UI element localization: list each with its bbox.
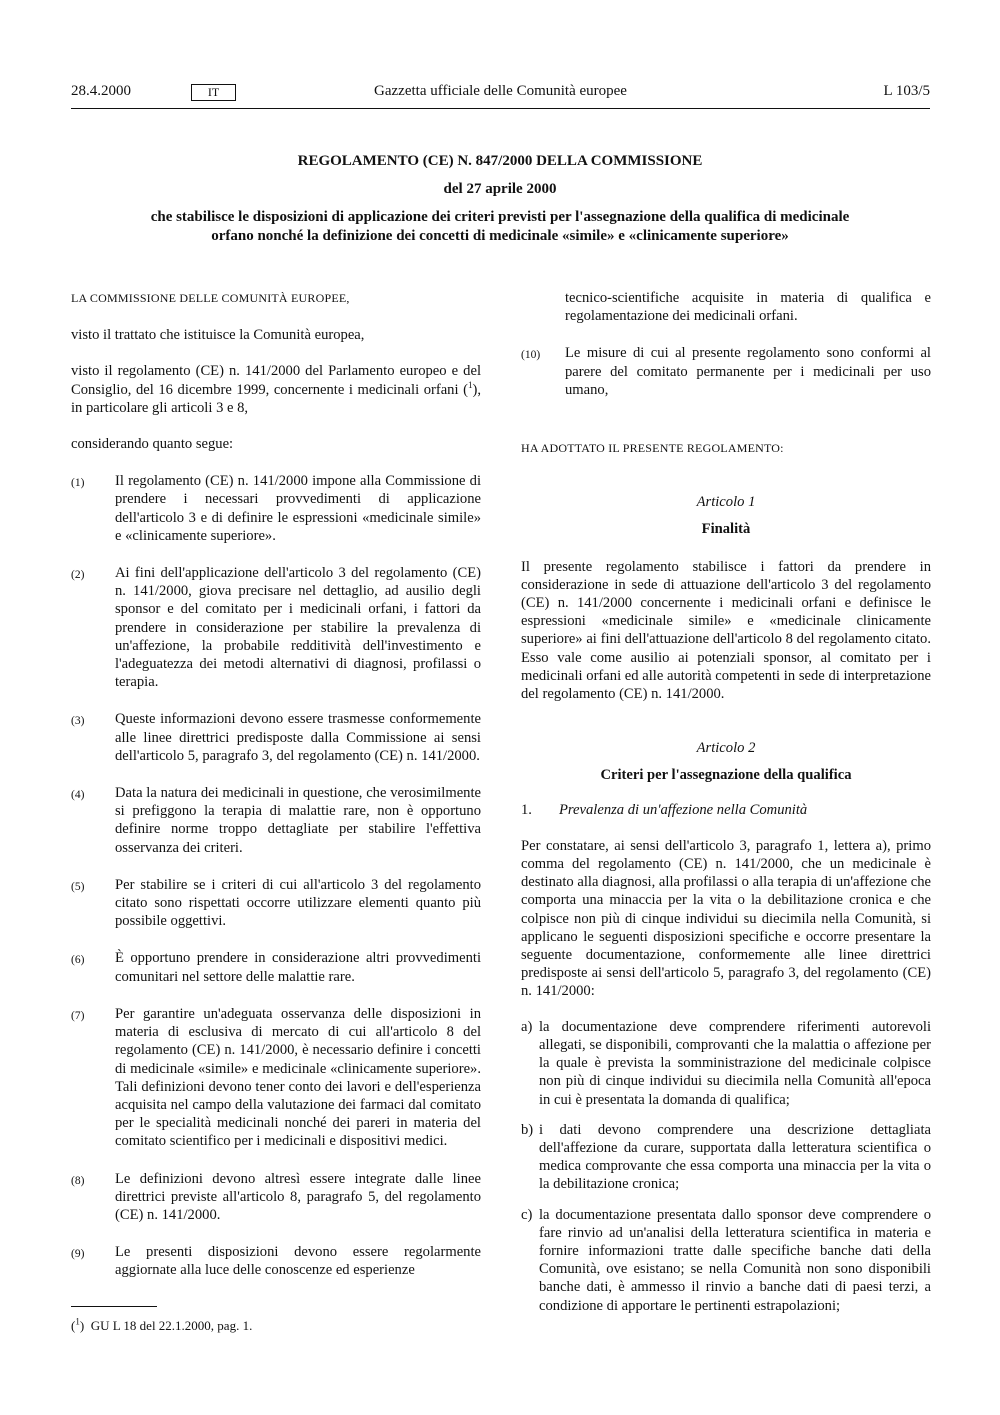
article-2-item-c xyxy=(521,1206,931,1315)
recital-text: Per stabilire se i criteri di cui all'articolo 3 del regolamento citato sono rispettati occorre utilizzare elementi quanto più possibile oggettivi. xyxy=(115,876,481,930)
recital-9 xyxy=(71,1243,481,1279)
adoption-line: HA ADOTTATO IL PRESENTE REGOLAMENTO: xyxy=(521,441,784,456)
article-1-text: Il presente regolamento stabilisce i fattori da prendere in considerazione in sede di attuazione dell'articolo 3 del regolamento (CE) n. 141/2000 concernente i medicinali orfani e definisce le espressioni «medicinale simile» e «medicinale clinicamente superiore» ai fini dell'attuazione dell'articolo 8 del regolamento citato. Esso vale come ausilio ai potenziali sponsor, al comitato per i medicinali orfani ed alle autorità competenti in sede di interpretazione del regolamento (CE) n. 141/2000. xyxy=(521,558,931,703)
right-column xyxy=(521,289,931,1315)
recital-number: (1) xyxy=(71,477,85,490)
commission-line: LA COMMISSIONE DELLE COMUNITÀ EUROPEE, xyxy=(71,291,350,305)
recital-3 xyxy=(71,710,481,765)
recital-number: (6) xyxy=(71,954,85,967)
article-1-title: Finalità xyxy=(701,521,751,538)
recital-number: (5) xyxy=(71,880,85,893)
recital-9-continuation: tecnico-scientifiche acquisite in materia di qualifica e regolamentazione dei medicinali orfani. xyxy=(565,290,931,325)
section-number: 1. xyxy=(521,801,532,818)
item-text: la documentazione deve comprendere riferimenti autorevoli allegati, se disponibili, comprovanti che la malattia o affezione per la quale è prevista la somministrazione del medicinale colpisce non più di cinque individui su diecimila nella Comunità all'epoca in cui è presentata la domanda di qualifica; xyxy=(539,1018,931,1108)
article-2-section-1 xyxy=(521,801,931,819)
recital-4 xyxy=(71,784,481,857)
footnote-text: GU L 18 del 22.1.2000, pag. 1. xyxy=(90,1318,253,1333)
regulation-title-block xyxy=(150,152,850,245)
citation-regulation-end: ), in particolare gli articoli 3 e 8, xyxy=(71,381,481,416)
recital-7 xyxy=(71,1005,481,1151)
item-letter: c) xyxy=(521,1206,533,1223)
recital-text: Per garantire un'adeguata osservanza delle disposizioni in materia di esclusiva di mercato di cui all'articolo 8 del regolamento (CE) n. 141/2000, è necessario definire i concetti di medicinale «simile» e medicinale «clinicamente superiore». Tali definizioni devono tener conto dei lavori e dell'esperienza acquisita nel campo della valutazione dei farmaci dal comitato per le specialità medicinali nonché dei pareri in materia del comitato scientifico per i medicinali e dispositivi medici. xyxy=(115,1005,481,1150)
item-text: la documentazione presentata dallo sponsor deve comprendere o fare rinvio ad un'analisi della letteratura scientifica in materia e fornire informazioni tratte dalle specifiche banche dati della Comunità, ove esistano; se nella Comunità non sono disponibili banche dati, è ammesso il rinvio a banche dati di paesi terzi, a condizione di apportare le pertinenti estrapolazioni; xyxy=(539,1206,931,1314)
footnote-number: 1 xyxy=(75,1316,80,1327)
recital-number: (3) xyxy=(71,715,85,728)
regulation-subject: che stabilisce le disposizioni di applicazione dei criteri previsti per l'assegnazione della qualifica di medicinale orfano nonché la definizione dei concetti di medicinale «simile» e «clinicamente superiore» xyxy=(150,209,850,244)
citation-treaty: visto il trattato che istituisce la Comunità europea, xyxy=(71,327,365,344)
item-text: i dati devono comprendere una descrizione dettagliata dell'affezione da curare, supportata dalla letteratura scientifica o medica comprovante che essa comporta una minaccia per la vita o la debilitazione cronica; xyxy=(539,1121,931,1193)
section-title: Prevalenza di un'affezione nella Comunità xyxy=(559,801,808,818)
regulation-date: del 27 aprile 2000 xyxy=(443,180,557,197)
recital-2 xyxy=(71,564,481,691)
recital-text: Data la natura dei medicinali in questione, che verosimilmente si prefiggono la terapia di malattie rare, non è opportuno definire norme troppo dettagliate per stabilire l'effettiva osservanza dei criteri. xyxy=(115,785,481,856)
item-letter: a) xyxy=(521,1018,533,1035)
article-2-title: Criteri per l'assegnazione della qualifica xyxy=(600,767,852,784)
recital-number: (10) xyxy=(521,349,541,362)
item-letter: b) xyxy=(521,1121,534,1138)
recital-10 xyxy=(521,344,931,399)
recital-1 xyxy=(71,472,481,545)
citation-regulation-text: visto il regolamento (CE) n. 141/2000 del Parlamento europeo e del Consiglio, del 16 dicembre 1999, concernente i medicinali orfani ( xyxy=(71,363,481,398)
citation-regulation xyxy=(71,362,481,417)
journal-title: Gazzetta ufficiale delle Comunità europee xyxy=(374,83,627,99)
article-2-item-b xyxy=(521,1121,931,1194)
recital-text: Le presenti disposizioni devono essere regolarmente aggiornate alla luce delle conoscenze ed esperienze xyxy=(115,1244,481,1279)
article-2-intro: Per constatare, ai sensi dell'articolo 3, paragrafo 1, lettera a), primo comma del regolamento (CE) n. 141/2000, che un medicinale è destinato alla diagnosi, alla profilassi o alla terapia di un'affezione che comporta una minaccia per la vita o la debilitazione cronica e che colpisce non più di cinque individui su diecimila nella Comunità, si applicano le seguenti disposizioni specifiche e occorre presentare la seguente documentazione, conformemente alle linee direttrici predisposte ai sensi dell'articolo 5, paragrafo 3, del regolamento (CE) n. 141/2000: xyxy=(521,837,931,1000)
recital-number: (7) xyxy=(71,1009,85,1022)
footnote: ($^1$) GU L 18 del 22.1.2000, pag. 1. xyxy=(71,1316,253,1333)
footnote-mark: 1 xyxy=(467,379,473,390)
recital-text: Il regolamento (CE) n. 141/2000 impone alla Commissione di prendere i necessari provvedimenti di applicazione dell'articolo 3 e di definire le espressioni «medicinale simile» e «clinicamente superiore». xyxy=(115,473,481,544)
page-reference: L 103/5 xyxy=(883,83,930,99)
recital-text: Ai fini dell'applicazione dell'articolo 3 del regolamento (CE) n. 141/2000, giova precisare nel dettaglio, ad ausilio degli sponsor e del comitato per i medicinali orfani, i fattori da prendere in considerazione per stabilire la prevalenza di un'affezione, la probabile redditività dell'investimento e l'adeguatezza dei metodi alternativi di diagnosi, profilassi o terapia. xyxy=(115,565,481,691)
footnote-divider xyxy=(71,1306,157,1307)
article-2-item-a xyxy=(521,1018,931,1109)
recital-text: Le definizioni devono altresì essere integrate dalle linee direttrici previste all'articolo 8, paragrafo 5, del regolamento (CE) n. 141/2000. xyxy=(115,1170,481,1223)
language-badge: IT xyxy=(191,84,236,101)
recital-number: (4) xyxy=(71,789,85,802)
article-2-heading: Articolo 2 xyxy=(696,740,756,757)
recital-8 xyxy=(71,1170,481,1225)
page-header xyxy=(71,82,930,109)
recital-6 xyxy=(71,949,481,985)
recital-number: (8) xyxy=(71,1174,85,1187)
considerando-line: considerando quanto segue: xyxy=(71,436,234,453)
article-1-heading: Articolo 1 xyxy=(696,494,756,511)
regulation-title: REGOLAMENTO (CE) N. 847/2000 DELLA COMMISSIONE xyxy=(297,153,703,169)
recital-text: Le misure di cui al presente regolamento sono conformi al parere del comitato permanente per i medicinali per uso umano, xyxy=(565,345,931,398)
recital-text: Queste informazioni devono essere trasmesse conformemente alle linee direttrici predisposte dalla Commissione ai sensi dell'articolo 5, paragrafo 3, del regolamento (CE) n. 141/2000. xyxy=(115,711,481,764)
recital-5 xyxy=(71,876,481,931)
recital-number: (9) xyxy=(71,1248,85,1261)
recital-number: (2) xyxy=(71,569,85,582)
recital-text: È opportuno prendere in considerazione altri provvedimenti comunitari nel settore delle malattie rare. xyxy=(115,950,481,985)
publication-date: 28.4.2000 xyxy=(71,83,131,99)
left-column xyxy=(71,289,481,1280)
